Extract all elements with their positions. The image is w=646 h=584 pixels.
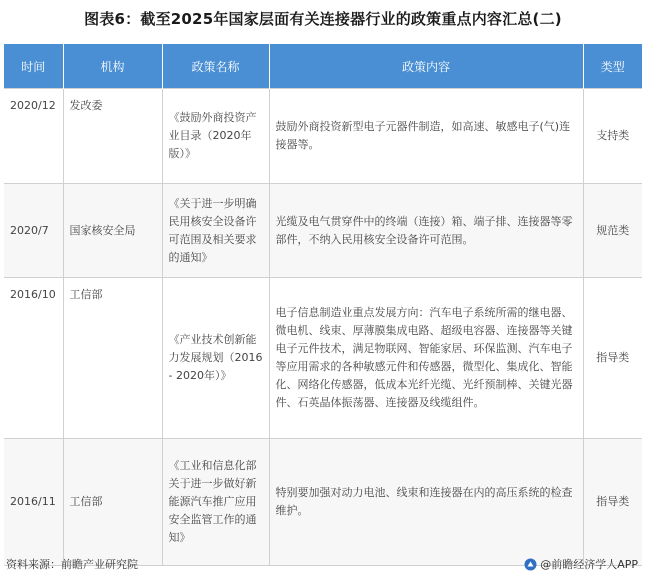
table-header-row <box>4 44 642 89</box>
cell-type: 规范类 <box>583 184 642 278</box>
chart-title: 图表6：截至2025年国家层面有关连接器行业的政策重点内容汇总(二) <box>84 10 562 28</box>
cell-time: 2020/12 <box>4 89 63 184</box>
header-org: 机构 <box>63 44 162 89</box>
source-note: 资料来源：前瞻产业研究院 <box>6 558 138 571</box>
cell-policy-name: 《产业技术创新能力发展规划（2016 - 2020年）》 <box>162 278 269 439</box>
cell-policy-content: 光缆及电气贯穿件中的终端（连接）箱、端子排、连接器等零部件，不纳入民用核安全设备许可范围。 <box>269 184 583 278</box>
header-type: 类型 <box>583 44 642 89</box>
cell-org: 发改委 <box>63 89 162 184</box>
table-row <box>4 89 642 184</box>
cell-policy-content: 特别要加强对动力电池、线束和连接器在内的高压系统的检查维护。 <box>269 439 583 566</box>
cell-type: 指导类 <box>583 439 642 566</box>
cell-time: 2020/7 <box>4 184 63 278</box>
cell-policy-name: 《关于进一步明确民用核安全设备许可范围及相关要求的通知》 <box>162 184 269 278</box>
policy-table <box>4 44 642 566</box>
cell-org: 工信部 <box>63 278 162 439</box>
cell-policy-name: 《鼓励外商投资产业目录（2020年版）》 <box>162 89 269 184</box>
cell-time: 2016/11 <box>4 439 63 566</box>
brand-credit <box>524 556 638 572</box>
header-time: 时间 <box>4 44 63 89</box>
cell-policy-name: 《工业和信息化部关于进一步做好新能源汽车推广应用安全监管工作的通知》 <box>162 439 269 566</box>
cell-org: 国家核安全局 <box>63 184 162 278</box>
table-row <box>4 278 642 439</box>
brand-text: @前瞻经济学人APP <box>540 558 638 571</box>
cell-policy-content: 电子信息制造业重点发展方向：汽车电子系统所需的继电器、微电机、线束、厚薄膜集成电路、超级电容器、连接器等关键电子元件技术，满足物联网、智能家居、环保监测、汽车电子等应用需求的各种敏感元件和传感器，微型化、集成化、智能化、网络化传感器，低成本光纤光缆、光纤预制棒、关键光器件、石英晶体振荡器、连接器及线缆组件。 <box>269 278 583 439</box>
cell-policy-content: 鼓励外商投资新型电子元器件制造，如高速、敏感电子(气)连接器等。 <box>269 89 583 184</box>
cell-type: 指导类 <box>583 278 642 439</box>
cell-type: 支持类 <box>583 89 642 184</box>
brand-logo-icon <box>524 558 537 571</box>
table-row <box>4 439 642 566</box>
cell-time: 2016/10 <box>4 278 63 439</box>
table-row <box>4 184 642 278</box>
cell-org: 工信部 <box>63 439 162 566</box>
header-policy-name: 政策名称 <box>162 44 269 89</box>
header-policy-content: 政策内容 <box>269 44 583 89</box>
